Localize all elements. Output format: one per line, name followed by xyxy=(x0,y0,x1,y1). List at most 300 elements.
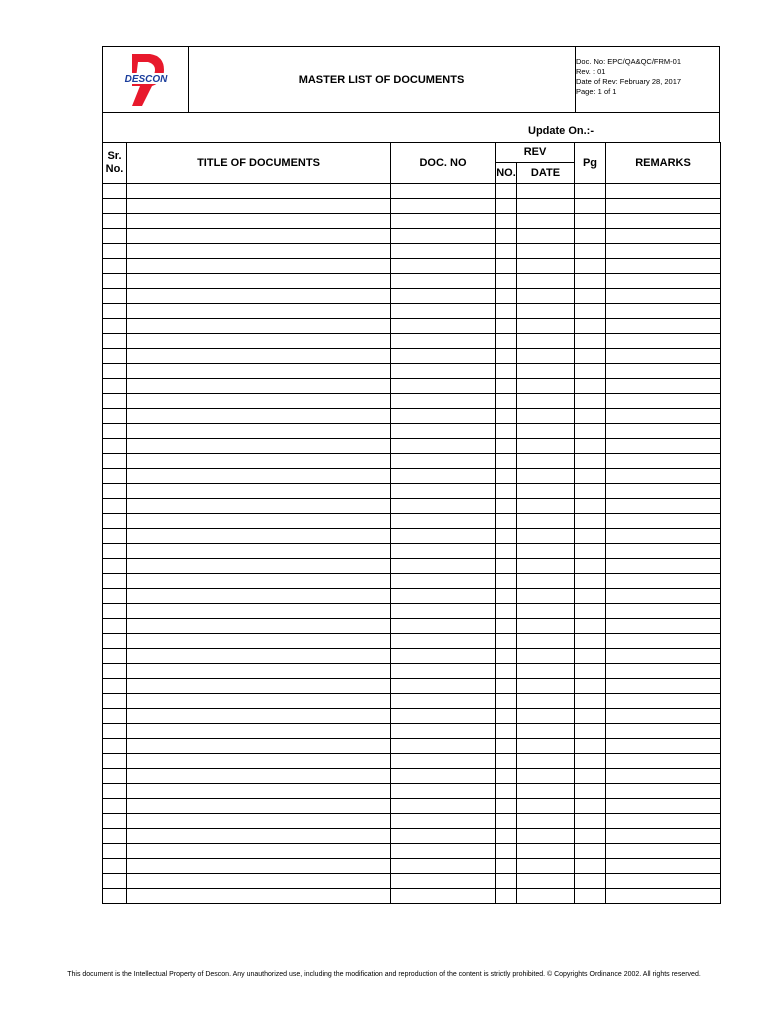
remarks-cell[interactable] xyxy=(606,589,721,604)
doc-no-cell[interactable] xyxy=(391,259,496,274)
title-cell[interactable] xyxy=(127,229,391,244)
rev-no-cell[interactable] xyxy=(496,799,517,814)
pg-cell[interactable] xyxy=(575,274,606,289)
title-cell[interactable] xyxy=(127,499,391,514)
title-cell[interactable] xyxy=(127,199,391,214)
rev-date-cell[interactable] xyxy=(517,499,575,514)
sr-cell[interactable] xyxy=(103,454,127,469)
title-cell[interactable] xyxy=(127,874,391,889)
doc-no-cell[interactable] xyxy=(391,184,496,199)
doc-no-cell[interactable] xyxy=(391,544,496,559)
title-cell[interactable] xyxy=(127,364,391,379)
pg-cell[interactable] xyxy=(575,859,606,874)
pg-cell[interactable] xyxy=(575,499,606,514)
rev-no-cell[interactable] xyxy=(496,304,517,319)
doc-no-cell[interactable] xyxy=(391,364,496,379)
pg-cell[interactable] xyxy=(575,394,606,409)
sr-cell[interactable] xyxy=(103,874,127,889)
pg-cell[interactable] xyxy=(575,214,606,229)
sr-cell[interactable] xyxy=(103,364,127,379)
rev-date-cell[interactable] xyxy=(517,244,575,259)
remarks-cell[interactable] xyxy=(606,364,721,379)
rev-date-cell[interactable] xyxy=(517,424,575,439)
doc-no-cell[interactable] xyxy=(391,379,496,394)
remarks-cell[interactable] xyxy=(606,634,721,649)
title-cell[interactable] xyxy=(127,829,391,844)
doc-no-cell[interactable] xyxy=(391,454,496,469)
title-cell[interactable] xyxy=(127,289,391,304)
doc-no-cell[interactable] xyxy=(391,769,496,784)
sr-cell[interactable] xyxy=(103,889,127,904)
sr-cell[interactable] xyxy=(103,484,127,499)
title-cell[interactable] xyxy=(127,319,391,334)
title-cell[interactable] xyxy=(127,604,391,619)
rev-date-cell[interactable] xyxy=(517,274,575,289)
rev-date-cell[interactable] xyxy=(517,694,575,709)
rev-date-cell[interactable] xyxy=(517,754,575,769)
doc-no-cell[interactable] xyxy=(391,589,496,604)
remarks-cell[interactable] xyxy=(606,319,721,334)
remarks-cell[interactable] xyxy=(606,619,721,634)
rev-no-cell[interactable] xyxy=(496,664,517,679)
title-cell[interactable] xyxy=(127,634,391,649)
remarks-cell[interactable] xyxy=(606,514,721,529)
pg-cell[interactable] xyxy=(575,799,606,814)
sr-cell[interactable] xyxy=(103,664,127,679)
remarks-cell[interactable] xyxy=(606,709,721,724)
sr-cell[interactable] xyxy=(103,394,127,409)
doc-no-cell[interactable] xyxy=(391,619,496,634)
pg-cell[interactable] xyxy=(575,829,606,844)
title-cell[interactable] xyxy=(127,679,391,694)
rev-no-cell[interactable] xyxy=(496,229,517,244)
rev-no-cell[interactable] xyxy=(496,349,517,364)
sr-cell[interactable] xyxy=(103,799,127,814)
rev-date-cell[interactable] xyxy=(517,784,575,799)
sr-cell[interactable] xyxy=(103,784,127,799)
pg-cell[interactable] xyxy=(575,319,606,334)
rev-no-cell[interactable] xyxy=(496,244,517,259)
doc-no-cell[interactable] xyxy=(391,214,496,229)
pg-cell[interactable] xyxy=(575,484,606,499)
title-cell[interactable] xyxy=(127,529,391,544)
sr-cell[interactable] xyxy=(103,529,127,544)
remarks-cell[interactable] xyxy=(606,664,721,679)
rev-no-cell[interactable] xyxy=(496,769,517,784)
rev-date-cell[interactable] xyxy=(517,844,575,859)
title-cell[interactable] xyxy=(127,184,391,199)
pg-cell[interactable] xyxy=(575,229,606,244)
pg-cell[interactable] xyxy=(575,724,606,739)
sr-cell[interactable] xyxy=(103,634,127,649)
sr-cell[interactable] xyxy=(103,499,127,514)
rev-no-cell[interactable] xyxy=(496,859,517,874)
rev-date-cell[interactable] xyxy=(517,409,575,424)
rev-date-cell[interactable] xyxy=(517,559,575,574)
rev-no-cell[interactable] xyxy=(496,724,517,739)
rev-no-cell[interactable] xyxy=(496,199,517,214)
sr-cell[interactable] xyxy=(103,349,127,364)
remarks-cell[interactable] xyxy=(606,529,721,544)
remarks-cell[interactable] xyxy=(606,829,721,844)
rev-no-cell[interactable] xyxy=(496,709,517,724)
title-cell[interactable] xyxy=(127,769,391,784)
pg-cell[interactable] xyxy=(575,874,606,889)
title-cell[interactable] xyxy=(127,664,391,679)
doc-no-cell[interactable] xyxy=(391,199,496,214)
rev-date-cell[interactable] xyxy=(517,349,575,364)
remarks-cell[interactable] xyxy=(606,199,721,214)
doc-no-cell[interactable] xyxy=(391,424,496,439)
sr-cell[interactable] xyxy=(103,229,127,244)
sr-cell[interactable] xyxy=(103,379,127,394)
title-cell[interactable] xyxy=(127,799,391,814)
rev-date-cell[interactable] xyxy=(517,319,575,334)
rev-no-cell[interactable] xyxy=(496,274,517,289)
sr-cell[interactable] xyxy=(103,544,127,559)
title-cell[interactable] xyxy=(127,424,391,439)
remarks-cell[interactable] xyxy=(606,844,721,859)
rev-date-cell[interactable] xyxy=(517,829,575,844)
rev-no-cell[interactable] xyxy=(496,394,517,409)
pg-cell[interactable] xyxy=(575,649,606,664)
rev-date-cell[interactable] xyxy=(517,214,575,229)
rev-date-cell[interactable] xyxy=(517,769,575,784)
sr-cell[interactable] xyxy=(103,409,127,424)
doc-no-cell[interactable] xyxy=(391,694,496,709)
doc-no-cell[interactable] xyxy=(391,604,496,619)
rev-date-cell[interactable] xyxy=(517,619,575,634)
rev-no-cell[interactable] xyxy=(496,754,517,769)
remarks-cell[interactable] xyxy=(606,244,721,259)
remarks-cell[interactable] xyxy=(606,859,721,874)
pg-cell[interactable] xyxy=(575,889,606,904)
rev-no-cell[interactable] xyxy=(496,289,517,304)
sr-cell[interactable] xyxy=(103,304,127,319)
remarks-cell[interactable] xyxy=(606,469,721,484)
rev-no-cell[interactable] xyxy=(496,499,517,514)
remarks-cell[interactable] xyxy=(606,349,721,364)
rev-no-cell[interactable] xyxy=(496,334,517,349)
rev-no-cell[interactable] xyxy=(496,574,517,589)
doc-no-cell[interactable] xyxy=(391,799,496,814)
remarks-cell[interactable] xyxy=(606,274,721,289)
pg-cell[interactable] xyxy=(575,349,606,364)
sr-cell[interactable] xyxy=(103,439,127,454)
sr-cell[interactable] xyxy=(103,514,127,529)
rev-no-cell[interactable] xyxy=(496,874,517,889)
remarks-cell[interactable] xyxy=(606,454,721,469)
remarks-cell[interactable] xyxy=(606,484,721,499)
sr-cell[interactable] xyxy=(103,694,127,709)
rev-no-cell[interactable] xyxy=(496,814,517,829)
pg-cell[interactable] xyxy=(575,199,606,214)
rev-no-cell[interactable] xyxy=(496,469,517,484)
pg-cell[interactable] xyxy=(575,409,606,424)
rev-date-cell[interactable] xyxy=(517,799,575,814)
rev-date-cell[interactable] xyxy=(517,394,575,409)
title-cell[interactable] xyxy=(127,619,391,634)
rev-date-cell[interactable] xyxy=(517,364,575,379)
remarks-cell[interactable] xyxy=(606,259,721,274)
title-cell[interactable] xyxy=(127,589,391,604)
sr-cell[interactable] xyxy=(103,469,127,484)
title-cell[interactable] xyxy=(127,214,391,229)
doc-no-cell[interactable] xyxy=(391,394,496,409)
rev-date-cell[interactable] xyxy=(517,679,575,694)
rev-no-cell[interactable] xyxy=(496,559,517,574)
sr-cell[interactable] xyxy=(103,334,127,349)
title-cell[interactable] xyxy=(127,454,391,469)
doc-no-cell[interactable] xyxy=(391,274,496,289)
title-cell[interactable] xyxy=(127,859,391,874)
title-cell[interactable] xyxy=(127,754,391,769)
pg-cell[interactable] xyxy=(575,544,606,559)
pg-cell[interactable] xyxy=(575,514,606,529)
rev-no-cell[interactable] xyxy=(496,454,517,469)
rev-date-cell[interactable] xyxy=(517,439,575,454)
title-cell[interactable] xyxy=(127,349,391,364)
title-cell[interactable] xyxy=(127,709,391,724)
doc-no-cell[interactable] xyxy=(391,289,496,304)
title-cell[interactable] xyxy=(127,259,391,274)
doc-no-cell[interactable] xyxy=(391,349,496,364)
pg-cell[interactable] xyxy=(575,559,606,574)
rev-no-cell[interactable] xyxy=(496,484,517,499)
remarks-cell[interactable] xyxy=(606,889,721,904)
remarks-cell[interactable] xyxy=(606,694,721,709)
remarks-cell[interactable] xyxy=(606,379,721,394)
pg-cell[interactable] xyxy=(575,469,606,484)
doc-no-cell[interactable] xyxy=(391,679,496,694)
remarks-cell[interactable] xyxy=(606,214,721,229)
title-cell[interactable] xyxy=(127,784,391,799)
remarks-cell[interactable] xyxy=(606,769,721,784)
rev-date-cell[interactable] xyxy=(517,334,575,349)
rev-no-cell[interactable] xyxy=(496,439,517,454)
remarks-cell[interactable] xyxy=(606,754,721,769)
sr-cell[interactable] xyxy=(103,424,127,439)
rev-no-cell[interactable] xyxy=(496,379,517,394)
title-cell[interactable] xyxy=(127,304,391,319)
pg-cell[interactable] xyxy=(575,364,606,379)
title-cell[interactable] xyxy=(127,889,391,904)
title-cell[interactable] xyxy=(127,274,391,289)
remarks-cell[interactable] xyxy=(606,304,721,319)
pg-cell[interactable] xyxy=(575,259,606,274)
pg-cell[interactable] xyxy=(575,334,606,349)
rev-no-cell[interactable] xyxy=(496,619,517,634)
sr-cell[interactable] xyxy=(103,844,127,859)
rev-no-cell[interactable] xyxy=(496,514,517,529)
rev-no-cell[interactable] xyxy=(496,214,517,229)
pg-cell[interactable] xyxy=(575,289,606,304)
remarks-cell[interactable] xyxy=(606,229,721,244)
sr-cell[interactable] xyxy=(103,244,127,259)
title-cell[interactable] xyxy=(127,574,391,589)
sr-cell[interactable] xyxy=(103,679,127,694)
remarks-cell[interactable] xyxy=(606,394,721,409)
sr-cell[interactable] xyxy=(103,859,127,874)
sr-cell[interactable] xyxy=(103,814,127,829)
title-cell[interactable] xyxy=(127,694,391,709)
pg-cell[interactable] xyxy=(575,304,606,319)
rev-no-cell[interactable] xyxy=(496,529,517,544)
pg-cell[interactable] xyxy=(575,754,606,769)
sr-cell[interactable] xyxy=(103,319,127,334)
sr-cell[interactable] xyxy=(103,289,127,304)
rev-no-cell[interactable] xyxy=(496,679,517,694)
remarks-cell[interactable] xyxy=(606,334,721,349)
remarks-cell[interactable] xyxy=(606,724,721,739)
rev-date-cell[interactable] xyxy=(517,184,575,199)
doc-no-cell[interactable] xyxy=(391,844,496,859)
title-cell[interactable] xyxy=(127,514,391,529)
title-cell[interactable] xyxy=(127,409,391,424)
sr-cell[interactable] xyxy=(103,829,127,844)
rev-date-cell[interactable] xyxy=(517,814,575,829)
rev-no-cell[interactable] xyxy=(496,544,517,559)
remarks-cell[interactable] xyxy=(606,574,721,589)
title-cell[interactable] xyxy=(127,394,391,409)
rev-no-cell[interactable] xyxy=(496,784,517,799)
rev-no-cell[interactable] xyxy=(496,634,517,649)
pg-cell[interactable] xyxy=(575,529,606,544)
remarks-cell[interactable] xyxy=(606,649,721,664)
doc-no-cell[interactable] xyxy=(391,709,496,724)
remarks-cell[interactable] xyxy=(606,874,721,889)
doc-no-cell[interactable] xyxy=(391,469,496,484)
remarks-cell[interactable] xyxy=(606,289,721,304)
title-cell[interactable] xyxy=(127,844,391,859)
rev-date-cell[interactable] xyxy=(517,649,575,664)
rev-date-cell[interactable] xyxy=(517,874,575,889)
rev-date-cell[interactable] xyxy=(517,544,575,559)
rev-date-cell[interactable] xyxy=(517,259,575,274)
rev-date-cell[interactable] xyxy=(517,664,575,679)
sr-cell[interactable] xyxy=(103,754,127,769)
doc-no-cell[interactable] xyxy=(391,229,496,244)
pg-cell[interactable] xyxy=(575,574,606,589)
sr-cell[interactable] xyxy=(103,619,127,634)
rev-no-cell[interactable] xyxy=(496,589,517,604)
title-cell[interactable] xyxy=(127,814,391,829)
pg-cell[interactable] xyxy=(575,424,606,439)
pg-cell[interactable] xyxy=(575,439,606,454)
rev-date-cell[interactable] xyxy=(517,709,575,724)
title-cell[interactable] xyxy=(127,469,391,484)
pg-cell[interactable] xyxy=(575,589,606,604)
doc-no-cell[interactable] xyxy=(391,529,496,544)
rev-date-cell[interactable] xyxy=(517,484,575,499)
remarks-cell[interactable] xyxy=(606,424,721,439)
rev-date-cell[interactable] xyxy=(517,739,575,754)
remarks-cell[interactable] xyxy=(606,784,721,799)
title-cell[interactable] xyxy=(127,739,391,754)
doc-no-cell[interactable] xyxy=(391,439,496,454)
doc-no-cell[interactable] xyxy=(391,499,496,514)
doc-no-cell[interactable] xyxy=(391,829,496,844)
pg-cell[interactable] xyxy=(575,784,606,799)
remarks-cell[interactable] xyxy=(606,814,721,829)
remarks-cell[interactable] xyxy=(606,184,721,199)
pg-cell[interactable] xyxy=(575,619,606,634)
doc-no-cell[interactable] xyxy=(391,754,496,769)
sr-cell[interactable] xyxy=(103,214,127,229)
pg-cell[interactable] xyxy=(575,769,606,784)
rev-date-cell[interactable] xyxy=(517,469,575,484)
pg-cell[interactable] xyxy=(575,739,606,754)
doc-no-cell[interactable] xyxy=(391,334,496,349)
title-cell[interactable] xyxy=(127,559,391,574)
rev-date-cell[interactable] xyxy=(517,529,575,544)
rev-no-cell[interactable] xyxy=(496,424,517,439)
rev-date-cell[interactable] xyxy=(517,289,575,304)
doc-no-cell[interactable] xyxy=(391,484,496,499)
rev-no-cell[interactable] xyxy=(496,259,517,274)
sr-cell[interactable] xyxy=(103,559,127,574)
pg-cell[interactable] xyxy=(575,679,606,694)
rev-date-cell[interactable] xyxy=(517,514,575,529)
sr-cell[interactable] xyxy=(103,589,127,604)
rev-date-cell[interactable] xyxy=(517,724,575,739)
doc-no-cell[interactable] xyxy=(391,634,496,649)
sr-cell[interactable] xyxy=(103,259,127,274)
rev-date-cell[interactable] xyxy=(517,634,575,649)
title-cell[interactable] xyxy=(127,544,391,559)
sr-cell[interactable] xyxy=(103,199,127,214)
doc-no-cell[interactable] xyxy=(391,859,496,874)
rev-no-cell[interactable] xyxy=(496,364,517,379)
doc-no-cell[interactable] xyxy=(391,739,496,754)
sr-cell[interactable] xyxy=(103,724,127,739)
doc-no-cell[interactable] xyxy=(391,724,496,739)
rev-no-cell[interactable] xyxy=(496,829,517,844)
doc-no-cell[interactable] xyxy=(391,559,496,574)
rev-no-cell[interactable] xyxy=(496,319,517,334)
remarks-cell[interactable] xyxy=(606,604,721,619)
sr-cell[interactable] xyxy=(103,709,127,724)
doc-no-cell[interactable] xyxy=(391,814,496,829)
doc-no-cell[interactable] xyxy=(391,649,496,664)
doc-no-cell[interactable] xyxy=(391,664,496,679)
remarks-cell[interactable] xyxy=(606,499,721,514)
pg-cell[interactable] xyxy=(575,244,606,259)
rev-no-cell[interactable] xyxy=(496,409,517,424)
title-cell[interactable] xyxy=(127,379,391,394)
remarks-cell[interactable] xyxy=(606,439,721,454)
sr-cell[interactable] xyxy=(103,739,127,754)
rev-date-cell[interactable] xyxy=(517,859,575,874)
rev-no-cell[interactable] xyxy=(496,889,517,904)
pg-cell[interactable] xyxy=(575,844,606,859)
doc-no-cell[interactable] xyxy=(391,409,496,424)
pg-cell[interactable] xyxy=(575,379,606,394)
remarks-cell[interactable] xyxy=(606,799,721,814)
pg-cell[interactable] xyxy=(575,604,606,619)
pg-cell[interactable] xyxy=(575,814,606,829)
sr-cell[interactable] xyxy=(103,604,127,619)
doc-no-cell[interactable] xyxy=(391,784,496,799)
doc-no-cell[interactable] xyxy=(391,244,496,259)
remarks-cell[interactable] xyxy=(606,559,721,574)
rev-date-cell[interactable] xyxy=(517,574,575,589)
title-cell[interactable] xyxy=(127,334,391,349)
pg-cell[interactable] xyxy=(575,709,606,724)
pg-cell[interactable] xyxy=(575,694,606,709)
rev-date-cell[interactable] xyxy=(517,229,575,244)
rev-no-cell[interactable] xyxy=(496,604,517,619)
